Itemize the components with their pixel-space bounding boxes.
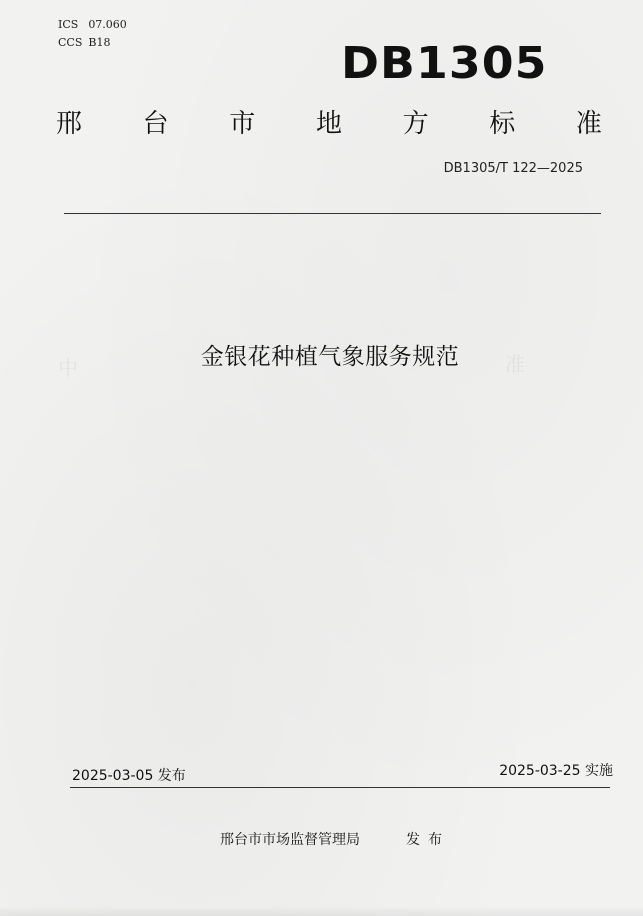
show-through-mark: 准 [505,352,525,376]
db-logo: DB1305 [341,38,548,89]
standard-type-char: 台 [142,109,169,139]
standard-type-char: 地 [315,109,342,139]
standard-type-char: 市 [229,109,256,139]
ccs-label: CCS [58,36,83,49]
standard-type-char: 方 [402,109,429,139]
page-edge-shadow [0,906,643,916]
document-title: 金银花种植气象服务规范 [200,344,460,370]
ccs-code: B18 [88,36,111,49]
standard-type-char: 标 [489,109,516,139]
ccs-line [58,34,127,52]
ics-line [58,16,127,34]
standard-number: DB1305/T 122—2025 [443,161,583,176]
issue-date: 2025-03-05 发布 [72,768,186,784]
ics-label: ICS [58,18,79,31]
standard-type-char: 邢 [55,109,82,139]
publish-word: 发布 [406,832,450,848]
standard-type-heading [44,104,614,144]
ics-code: 07.060 [88,18,127,31]
standard-type-char: 准 [575,109,602,139]
show-through-mark: 中 [58,356,78,380]
classification-codes [58,16,127,52]
header-divider [64,213,601,214]
footer-divider [70,787,610,788]
implementation-date: 2025-03-25 实施 [499,763,613,779]
publisher-name: 邢台市市场监督管理局 [220,832,360,848]
